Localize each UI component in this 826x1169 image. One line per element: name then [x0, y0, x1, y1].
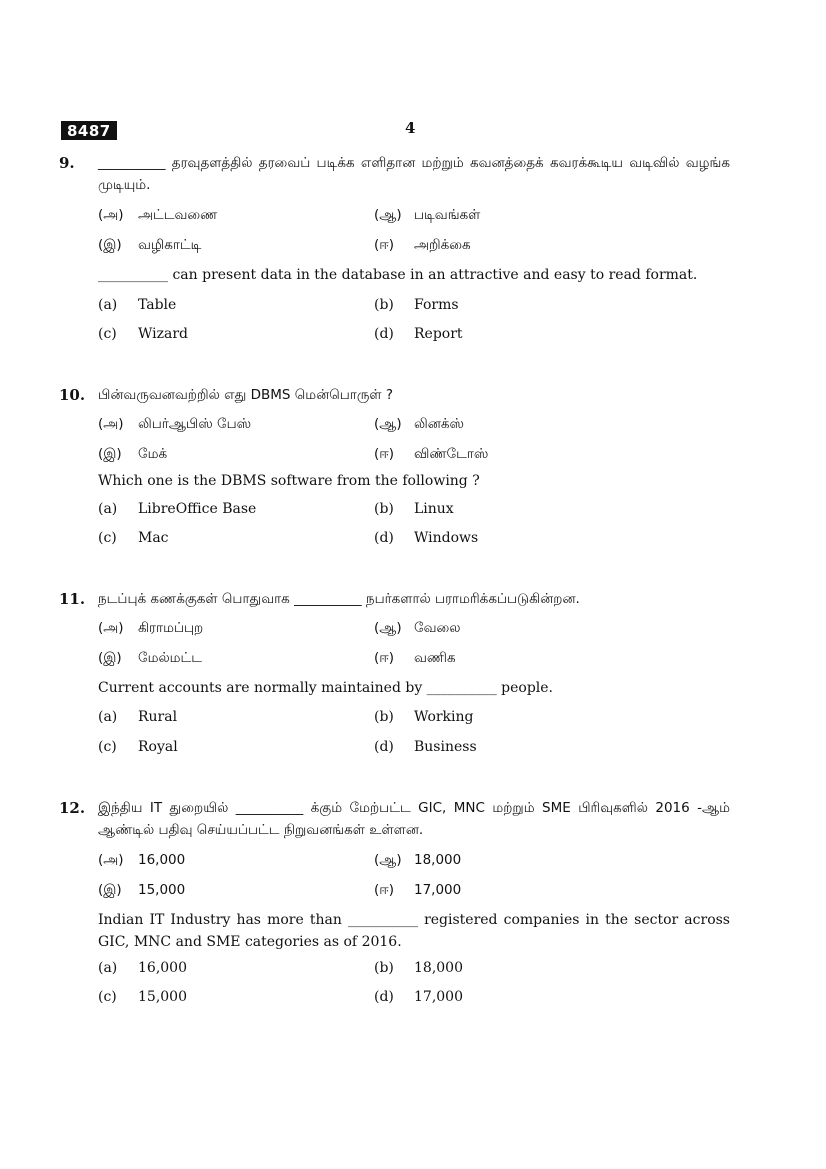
option-tamil-c: (இ) மேக் [98, 446, 168, 462]
option-tamil-a: (அ) அட்டவணை [98, 207, 218, 223]
option-english-b: (b) 18,000 [374, 960, 463, 976]
option-english-c: (c) Wizard [98, 326, 188, 342]
option-english-d: (d) Windows [374, 530, 479, 546]
page-number: 4 [405, 119, 416, 137]
question-text-english: Indian IT Industry has more than __________ registered companies in the sector across GIC, MNC and SME categories as of 2016. [98, 912, 730, 950]
option-english-b: (b) Linux [374, 501, 454, 517]
question-number: 10. [59, 386, 86, 404]
option-tamil-a: (அ) லிபர்ஆபிஸ் பேஸ் [98, 416, 252, 432]
option-tamil-b: (ஆ) லினக்ஸ் [374, 416, 464, 432]
option-english-d: (d) 17,000 [374, 989, 463, 1005]
question-text-tamil: பின்வருவனவற்றில் எது DBMS மென்பொருள் ? [98, 387, 393, 403]
option-tamil-d: (ஈ) வணிக [374, 650, 456, 666]
option-tamil-d: (ஈ) 17,000 [374, 882, 462, 898]
option-english-c: (c) Mac [98, 530, 169, 546]
question-text-tamil: நடப்புக் கணக்குகள் பொதுவாக __________ நபர்களால் பராமரிக்கப்படுகின்றன. [98, 591, 580, 607]
option-english-d: (d) Business [374, 739, 477, 755]
option-english-a: (a) 16,000 [98, 960, 187, 976]
option-english-a: (a) Rural [98, 709, 178, 725]
option-english-b: (b) Working [374, 709, 474, 725]
option-english-b: (b) Forms [374, 297, 459, 313]
option-tamil-a: (அ) 16,000 [98, 852, 186, 868]
option-english-c: (c) Royal [98, 739, 178, 755]
option-english-d: (d) Report [374, 326, 463, 342]
option-tamil-c: (இ) வழிகாட்டி [98, 237, 202, 253]
option-english-a: (a) Table [98, 297, 177, 313]
option-english-a: (a) LibreOffice Base [98, 501, 257, 517]
question-number: 12. [59, 799, 86, 817]
option-tamil-b: (ஆ) வேலை [374, 620, 461, 636]
option-tamil-c: (இ) 15,000 [98, 882, 186, 898]
question-text-tamil: __________ தரவுதளத்தில் தரவைப் படிக்க எளிதான மற்றும் கவனத்தைக் கவரக்கூடிய வடிவில் வழங்க முடியும். [98, 155, 730, 193]
question-text-english: __________ can present data in the database in an attractive and easy to read format. [98, 267, 698, 283]
option-tamil-d: (ஈ) விண்டோஸ் [374, 446, 489, 462]
question-number: 9. [59, 154, 75, 172]
option-tamil-c: (இ) மேல்மட்ட [98, 650, 203, 666]
question-text-english: Which one is the DBMS software from the following ? [98, 473, 480, 489]
option-tamil-b: (ஆ) 18,000 [374, 852, 462, 868]
option-tamil-b: (ஆ) படிவங்கள் [374, 207, 481, 223]
question-number: 11. [59, 590, 86, 608]
option-english-c: (c) 15,000 [98, 989, 187, 1005]
option-tamil-d: (ஈ) அறிக்கை [374, 237, 471, 253]
question-text-tamil: இந்திய IT துறையில் __________ க்கும் மேற்பட்ட GIC, MNC மற்றும் SME பிரிவுகளில் 2016 -ஆம் ஆண்டில் பதிவு செய்யப்பட்ட நிறுவனங்கள் உள்ளன. [98, 800, 730, 838]
question-text-english: Current accounts are normally maintained by __________ people. [98, 680, 553, 696]
paper-code: 8487 [61, 121, 117, 140]
option-tamil-a: (அ) கிராமப்புற [98, 620, 204, 636]
